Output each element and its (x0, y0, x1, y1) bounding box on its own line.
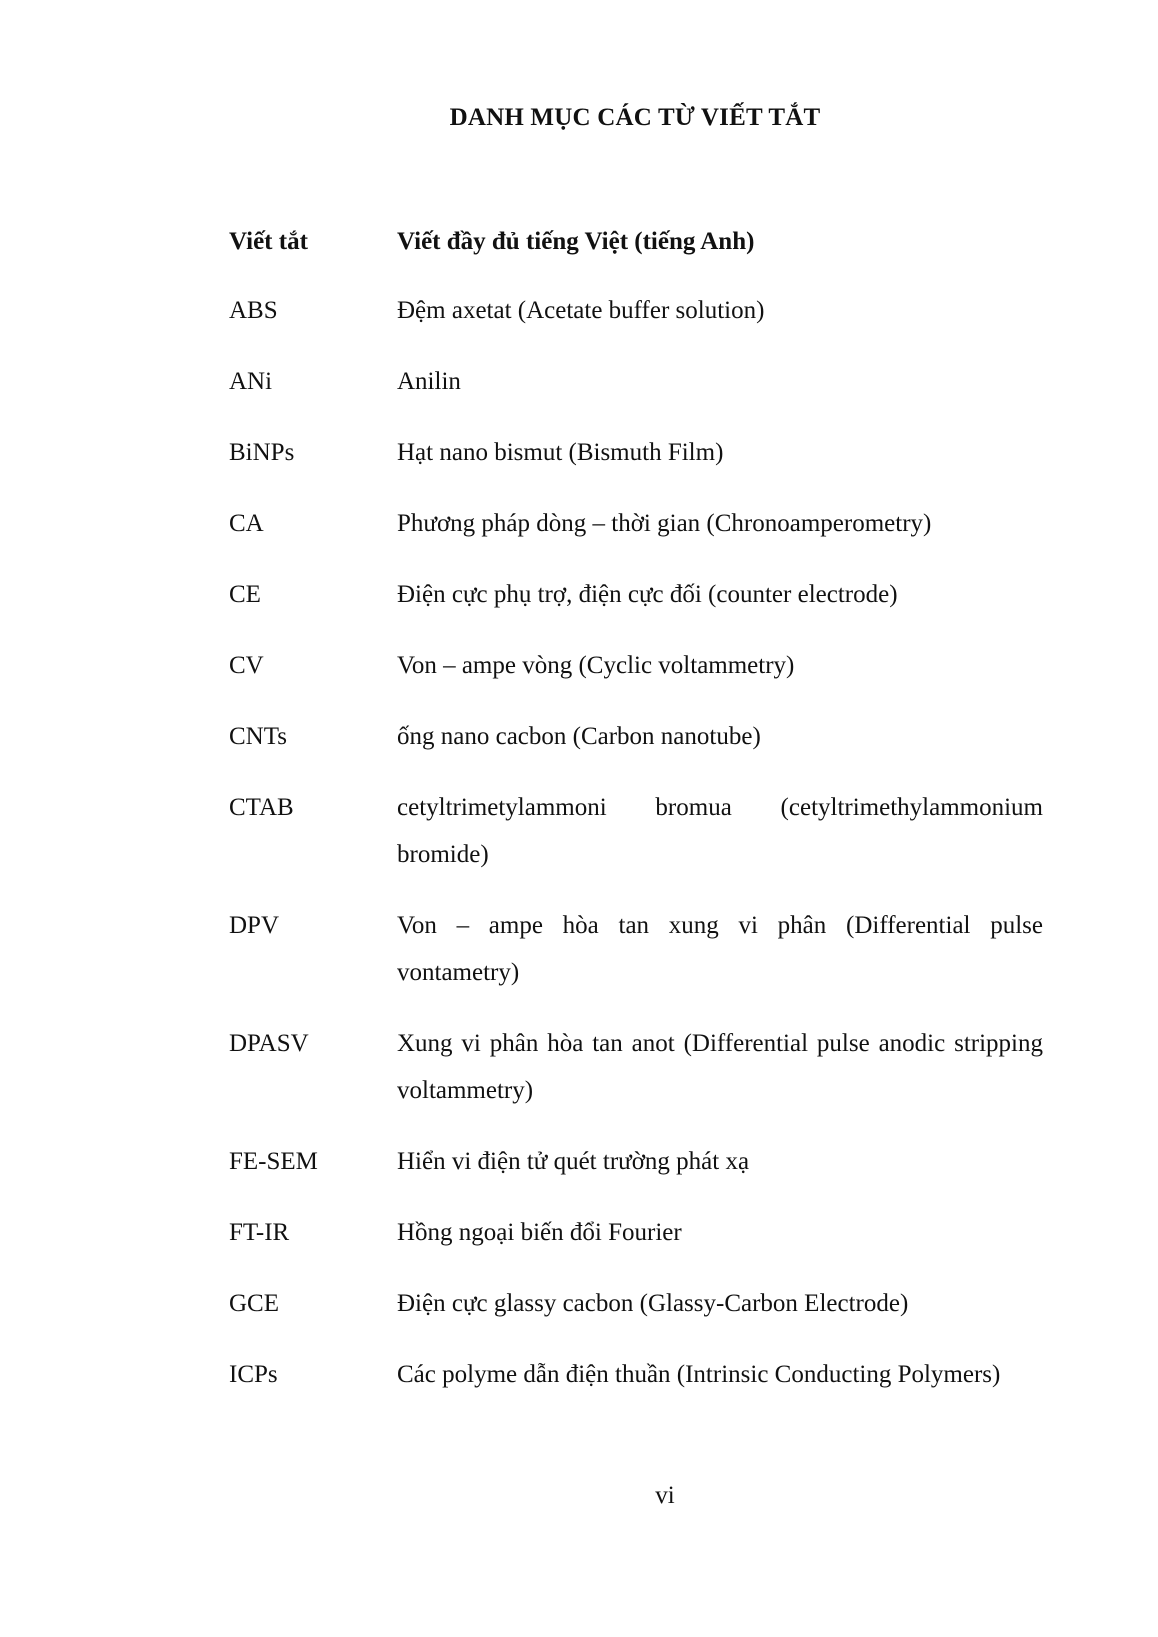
abbreviation: CNTs (229, 723, 287, 750)
full-name: Von – ampe vòng (Cyclic voltammetry) (397, 652, 795, 679)
abbreviation: CV (229, 652, 264, 679)
table-row (229, 713, 1043, 760)
full-name: Anilin (397, 368, 461, 395)
full-name: Các polyme dẫn điện thuần (Intrinsic Conducting Polymers) (397, 1361, 1001, 1388)
table-row (229, 287, 1043, 334)
table-row (229, 642, 1043, 689)
table-row (229, 358, 1043, 405)
table-row (229, 902, 1043, 996)
page-title: DANH MỤC CÁC TỪ VIẾT TẮT (449, 104, 821, 131)
abbreviation: ABS (229, 297, 278, 324)
abbreviation: ANi (229, 368, 273, 395)
full-name: Hiển vi điện tử quét trường phát xạ (397, 1148, 750, 1175)
full-name: Điện cực glassy cacbon (Glassy-Carbon Electrode) (397, 1290, 909, 1317)
table-header-row (229, 218, 1043, 265)
table-row (229, 500, 1043, 547)
full-name: Hồng ngoại biến đổi Fourier (397, 1219, 682, 1246)
full-name: Von – ampe hòa tan xung vi phân (Differential pulse vontametry) (397, 912, 1043, 986)
abbreviation: DPV (229, 912, 280, 939)
table-row (229, 429, 1043, 476)
abbreviation-table (229, 218, 1043, 1422)
header-abbreviation: Viết tắt (229, 228, 308, 255)
full-name: Đệm axetat (Acetate buffer solution) (397, 297, 765, 324)
header-full-name: Viết đầy đủ tiếng Việt (tiếng Anh) (397, 228, 755, 255)
table-row (229, 1020, 1043, 1114)
abbreviation: DPASV (229, 1030, 309, 1057)
table-row (229, 1280, 1043, 1327)
full-name: cetyltrimetylammoni bromua (cetyltrimethylammonium bromide) (397, 794, 1043, 868)
abbreviation: ICPs (229, 1361, 278, 1388)
full-name: Phương pháp dòng – thời gian (Chronoamperometry) (397, 510, 932, 537)
table-row (229, 571, 1043, 618)
full-name: ống nano cacbon (Carbon nanotube) (397, 723, 761, 750)
abbreviation: GCE (229, 1290, 279, 1317)
full-name: Hạt nano bismut (Bismuth Film) (397, 439, 724, 466)
abbreviation: CE (229, 581, 261, 608)
table-row (229, 1351, 1043, 1398)
full-name: Xung vi phân hòa tan anot (Differential pulse anodic stripping voltammetry) (397, 1030, 1043, 1104)
abbreviation: FT-IR (229, 1219, 290, 1246)
table-row (229, 784, 1043, 878)
table-row (229, 1138, 1043, 1185)
page-number: vi (655, 1482, 675, 1509)
abbreviation: BiNPs (229, 439, 295, 466)
abbreviation: CA (229, 510, 264, 537)
abbreviation: FE-SEM (229, 1148, 318, 1175)
full-name: Điện cực phụ trợ, điện cực đối (counter electrode) (397, 581, 898, 608)
table-row (229, 1209, 1043, 1256)
abbreviation: CTAB (229, 794, 294, 821)
